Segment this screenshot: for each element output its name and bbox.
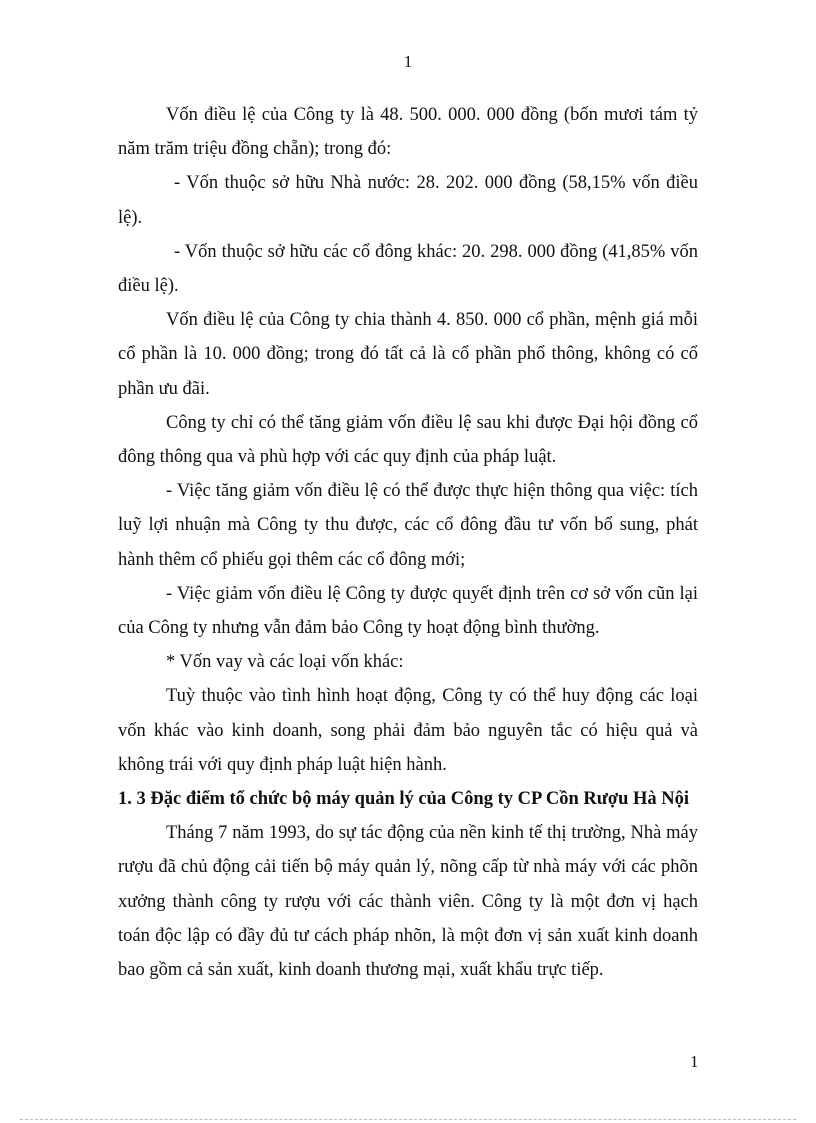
paragraph-capital-decrease: - Việc giảm vốn điều lệ Công ty được quyết định trên cơ sở vốn cũn lại của Công ty nhưng vẫn đảm bảo Công ty hoạt động bình thường. xyxy=(118,583,698,639)
paragraph-shareholder-capital: - Vốn thuộc sở hữu các cổ đông khác: 20. 298. 000 đồng (41,85% vốn điều lệ). xyxy=(118,241,698,297)
section-heading: 1. 3 Đặc điểm tổ chức bộ máy quản lý của Công ty CP Cồn Rượu Hà Nội xyxy=(118,789,690,810)
paragraph-charter-capital: Vốn điều lệ của Công ty là 48. 500. 000. 000 đồng (bốn mươi tám tỷ năm trăm triệu đồng chẵn); trong đó: xyxy=(118,105,698,160)
paragraph-other-capital: Tuỳ thuộc vào tình hình hoạt động, Công ty có thể huy động các loại vốn khác vào kinh doanh, song phải đảm bảo nguyên tắc có hiệu quả và không trái với quy định pháp luật hiện hành. xyxy=(118,686,698,775)
page-divider xyxy=(20,1119,796,1120)
document-body xyxy=(118,98,698,987)
paragraph-capital-change: Công ty chỉ có thể tăng giảm vốn điều lệ sau khi được Đại hội đồng cổ đông thông qua và phù hợp với các quy định của pháp luật. xyxy=(118,412,698,468)
page-number-top: 1 xyxy=(403,52,413,71)
paragraph-state-capital: - Vốn thuộc sở hữu Nhà nước: 28. 202. 000 đồng (58,15% vốn điều lệ). xyxy=(118,173,698,228)
page-number-bottom: 1 xyxy=(690,1052,699,1071)
paragraph-shares: Vốn điều lệ của Công ty chia thành 4. 850. 000 cổ phần, mệnh giá mỗi cổ phần là 10. 000 đồng; trong đó tất cả là cổ phần phổ thông, không có cổ phần ưu đãi. xyxy=(118,310,698,399)
paragraph-loans-heading: * Vốn vay và các loại vốn khác: xyxy=(166,652,404,673)
paragraph-organization: Tháng 7 năm 1993, do sự tác động của nền kinh tế thị trường, Nhà máy rượu đã chủ động cải tiến bộ máy quản lý, nõng cấp từ nhà máy với các phõn xưởng thành công ty rượu với các thành viên. Công ty là một đơn vị hạch toán độc lập có đầy đủ tư cách pháp nhõn, là một đơn vị sản xuất kinh doanh bao gồm cả sản xuất, kinh doanh thương mại, xuất khẩu trực tiếp. xyxy=(118,823,698,981)
paragraph-capital-increase: - Việc tăng giảm vốn điều lệ có thể được thực hiện thông qua việc: tích luỹ lợi nhuận mà Công ty thu được, các cổ đông đầu tư vốn bổ sung, phát hành thêm cổ phiếu gọi thêm các cổ đông mới; xyxy=(118,481,698,570)
